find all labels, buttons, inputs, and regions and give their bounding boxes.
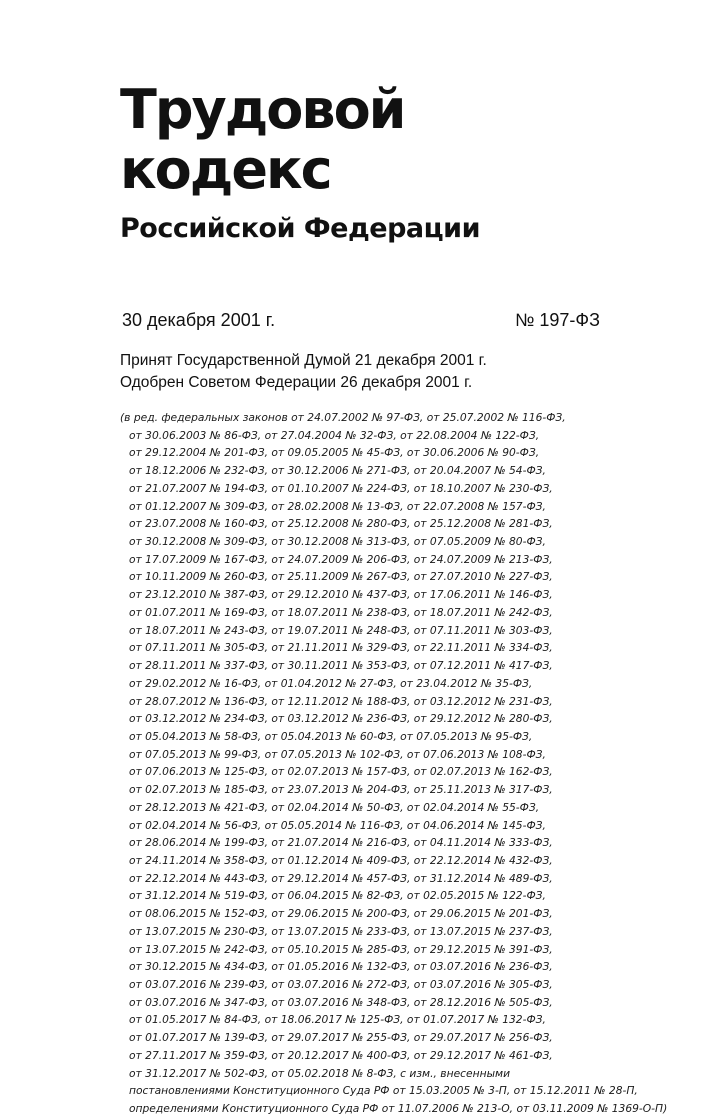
- document-date: 30 декабря 2001 г.: [122, 310, 276, 330]
- amendment-line: от 18.07.2011 № 243-ФЗ, от 19.07.2011 № 248-ФЗ, от 07.11.2011 № 303-ФЗ,: [129, 623, 553, 637]
- amendment-line: от 28.06.2014 № 199-ФЗ, от 21.07.2014 № 216-ФЗ, от 04.11.2014 № 333-ФЗ,: [129, 836, 553, 850]
- amendment-line: от 23.07.2008 № 160-ФЗ, от 25.12.2008 № 280-ФЗ, от 25.12.2008 № 281-ФЗ,: [129, 517, 553, 531]
- amendment-line: от 01.07.2011 № 169-ФЗ, от 18.07.2011 № 238-ФЗ, от 18.07.2011 № 242-ФЗ,: [129, 605, 553, 619]
- date-number-row: [120, 308, 600, 332]
- document-title: [120, 80, 405, 200]
- document-subtitle: Российской Федерации: [120, 213, 480, 244]
- amendment-line: определениями Конституционного Суда РФ от 11.07.2006 № 213-О, от 03.11.2009 № 1369-О-П): [129, 1102, 668, 1116]
- amendment-line: от 01.12.2007 № 309-ФЗ, от 28.02.2008 № 13-ФЗ, от 22.07.2008 № 157-ФЗ,: [129, 499, 546, 513]
- amendment-line: от 31.12.2017 № 502-ФЗ, от 05.02.2018 № 8-ФЗ, с изм., внесенными: [129, 1066, 511, 1080]
- amendment-line: от 07.11.2011 № 305-ФЗ, от 21.11.2011 № 329-ФЗ, от 22.11.2011 № 334-ФЗ,: [129, 641, 553, 655]
- amendment-line: постановлениями Конституционного Суда РФ от 15.03.2005 № 3-П, от 15.12.2011 № 28-П,: [129, 1084, 638, 1098]
- approved-line: Одобрен Советом Федерации 26 декабря 2001 г.: [120, 374, 473, 391]
- amendment-line: от 31.12.2014 № 519-ФЗ, от 06.04.2015 № 82-ФЗ, от 02.05.2015 № 122-ФЗ,: [129, 889, 546, 903]
- amendment-line: от 10.11.2009 № 260-ФЗ, от 25.11.2009 № 267-ФЗ, от 27.07.2010 № 227-ФЗ,: [129, 570, 553, 584]
- amendment-line: от 28.12.2013 № 421-ФЗ, от 02.04.2014 № 50-ФЗ, от 02.04.2014 № 55-ФЗ,: [129, 800, 540, 814]
- amendment-line: от 03.07.2016 № 239-ФЗ, от 03.07.2016 № 272-ФЗ, от 03.07.2016 № 305-ФЗ,: [129, 978, 553, 991]
- amendment-line: от 07.05.2013 № 99-ФЗ, от 07.05.2013 № 102-ФЗ, от 07.06.2013 № 108-ФЗ,: [129, 747, 546, 761]
- amendment-line: от 07.06.2013 № 125-ФЗ, от 02.07.2013 № 157-ФЗ, от 02.07.2013 № 162-ФЗ,: [129, 765, 553, 779]
- amendment-line: от 28.11.2011 № 337-ФЗ, от 30.11.2011 № 353-ФЗ, от 07.12.2011 № 417-ФЗ,: [129, 659, 553, 673]
- amendment-line: от 17.07.2009 № 167-ФЗ, от 24.07.2009 № 206-ФЗ, от 24.07.2009 № 213-ФЗ,: [129, 552, 553, 566]
- amendment-line: от 30.12.2015 № 434-ФЗ, от 01.05.2016 № 132-ФЗ, от 03.07.2016 № 236-ФЗ,: [129, 960, 553, 974]
- amendment-line: от 05.04.2013 № 58-ФЗ, от 05.04.2013 № 60-ФЗ, от 07.05.2013 № 95-ФЗ,: [129, 729, 533, 743]
- title-line-1: Трудовой: [120, 78, 405, 141]
- amendment-line: от 01.07.2017 № 139-ФЗ, от 29.07.2017 № 255-ФЗ, от 29.07.2017 № 256-ФЗ,: [129, 1031, 553, 1045]
- amendment-line: от 27.11.2017 № 359-ФЗ, от 20.12.2017 № 400-ФЗ, от 29.12.2017 № 461-ФЗ,: [129, 1048, 553, 1062]
- adoption-info: [120, 350, 487, 394]
- amendments-list: [120, 409, 680, 1118]
- amendment-line: от 28.07.2012 № 136-ФЗ, от 12.11.2012 № 188-ФЗ, от 03.12.2012 № 231-ФЗ,: [129, 694, 553, 708]
- amendment-line: от 18.12.2006 № 232-ФЗ, от 30.12.2006 № 271-ФЗ, от 20.04.2007 № 54-ФЗ,: [129, 464, 546, 478]
- amendment-line: от 02.04.2014 № 56-ФЗ, от 05.05.2014 № 116-ФЗ, от 04.06.2014 № 145-ФЗ,: [129, 818, 546, 832]
- amendment-line: от 03.07.2016 № 347-ФЗ, от 03.07.2016 № 348-ФЗ, от 28.12.2016 № 505-ФЗ,: [129, 995, 553, 1009]
- amendment-line: от 24.11.2014 № 358-ФЗ, от 01.12.2014 № 409-ФЗ, от 22.12.2014 № 432-ФЗ,: [129, 853, 553, 867]
- amendment-line: от 23.12.2010 № 387-ФЗ, от 29.12.2010 № 437-ФЗ, от 17.06.2011 № 146-ФЗ,: [129, 588, 553, 602]
- amendment-line: от 29.02.2012 № 16-ФЗ, от 01.04.2012 № 27-ФЗ, от 23.04.2012 № 35-ФЗ,: [129, 676, 533, 690]
- amendment-line: от 02.07.2013 № 185-ФЗ, от 23.07.2013 № 204-ФЗ, от 25.11.2013 № 317-ФЗ,: [129, 783, 553, 797]
- amendment-line: от 13.07.2015 № 230-ФЗ, от 13.07.2015 № 233-ФЗ, от 13.07.2015 № 237-ФЗ,: [129, 924, 553, 938]
- amendment-line: от 21.07.2007 № 194-ФЗ, от 01.10.2007 № 224-ФЗ, от 18.10.2007 № 230-ФЗ,: [129, 481, 553, 495]
- amendment-line: от 08.06.2015 № 152-ФЗ, от 29.06.2015 № 200-ФЗ, от 29.06.2015 № 201-ФЗ,: [129, 907, 553, 921]
- document-number: № 197-ФЗ: [515, 310, 600, 330]
- amendment-line: от 30.12.2008 № 309-ФЗ, от 30.12.2008 № 313-ФЗ, от 07.05.2009 № 80-ФЗ,: [129, 535, 546, 549]
- amendment-line: от 13.07.2015 № 242-ФЗ, от 05.10.2015 № 285-ФЗ, от 29.12.2015 № 391-ФЗ,: [129, 942, 553, 956]
- title-line-2: кодекс: [120, 138, 331, 201]
- adopted-line: Принят Государственной Думой 21 декабря 2001 г.: [120, 352, 487, 369]
- amendment-line: от 30.06.2003 № 86-ФЗ, от 27.04.2004 № 32-ФЗ, от 22.08.2004 № 122-ФЗ,: [129, 428, 540, 442]
- amendment-line: от 01.05.2017 № 84-ФЗ, от 18.06.2017 № 125-ФЗ, от 01.07.2017 № 132-ФЗ,: [129, 1013, 546, 1027]
- amendment-line: от 03.12.2012 № 234-ФЗ, от 03.12.2012 № 236-ФЗ, от 29.12.2012 № 280-ФЗ,: [129, 712, 553, 726]
- amendment-line: от 29.12.2004 № 201-ФЗ, от 09.05.2005 № 45-ФЗ, от 30.06.2006 № 90-ФЗ,: [129, 446, 540, 460]
- amendment-line: (в ред. федеральных законов от 24.07.2002 № 97-ФЗ, от 25.07.2002 № 116-ФЗ,: [120, 411, 566, 424]
- amendment-line: от 22.12.2014 № 443-ФЗ, от 29.12.2014 № 457-ФЗ, от 31.12.2014 № 489-ФЗ,: [129, 871, 553, 885]
